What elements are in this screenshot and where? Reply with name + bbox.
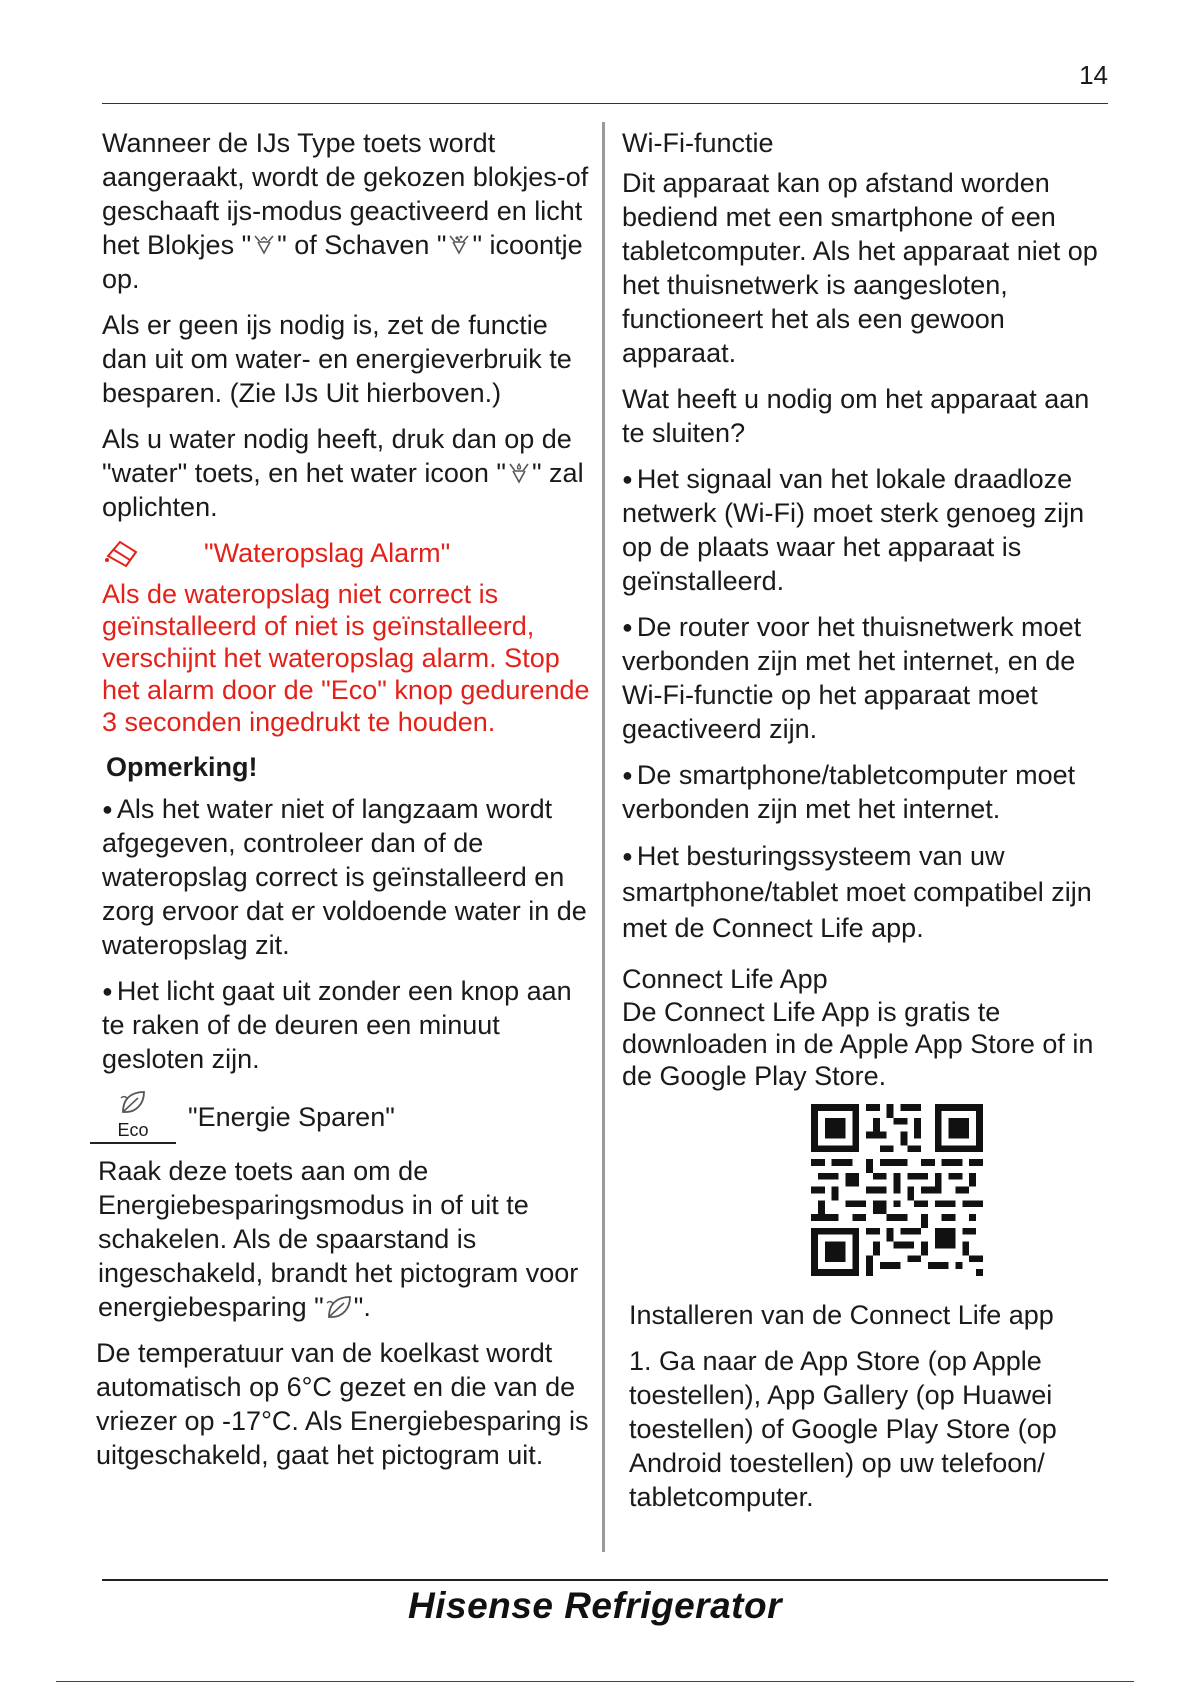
footer-rule: [56, 1681, 1134, 1682]
left-column: [96, 126, 592, 1484]
energy-saving-title: "Energie Sparen": [188, 1102, 395, 1132]
energy-saving-row: [90, 1088, 592, 1144]
footer-brand: Hisense Refrigerator: [408, 1585, 782, 1626]
note-item-light: ● Het licht gaat uit zonder een knop aan te raken of de deuren een minuut gesloten zijn.: [102, 974, 592, 1076]
wifi-title: Wi-Fi-functie: [622, 128, 774, 158]
connect-life-app-text: De Connect Life App is gratis te downloaden in de Apple App Store of in de Google Play Store.: [622, 997, 1094, 1091]
requirement-wifi-signal: ● Het signaal van het lokale draadloze netwerk (Wi-Fi) moet sterk genoeg zijn op de plaats waar het apparaat is geïnstalleerd.: [622, 462, 1112, 598]
bottom-rule: [102, 1579, 1108, 1581]
top-rule: [102, 103, 1108, 104]
eco-button-graphic: [90, 1088, 176, 1144]
page-number: 14: [1079, 60, 1108, 90]
water-storage-alarm-text: Als de wateropslag niet correct is geïnstalleerd of niet is geïnstalleerd, verschijnt het wateropslag alarm. Stop het alarm door de "Eco" knop gedurende 3 seconden ingedrukt te houden.: [102, 579, 590, 737]
install-title: Installeren van de Connect Life app: [629, 1300, 1054, 1330]
water-paragraph: Als u water nodig heeft, druk dan op de "water" toets, en het water icoon " " zal oplichten.: [102, 424, 584, 522]
qr-code[interactable]: [682, 1104, 1112, 1276]
energy-saving-icon: [324, 1293, 354, 1321]
requirement-os: ● Het besturingssysteem van uw smartphone/tablet moet compatibel zijn met de Connect Life app.: [622, 838, 1112, 946]
connect-life-app-title: Connect Life App: [622, 964, 828, 994]
requirement-router: ● De router voor het thuisnetwerk moet verbonden zijn met het internet, en de Wi-Fi-functie op het apparaat moet geactiveerd zijn.: [622, 610, 1112, 746]
leaf-icon: [118, 1088, 148, 1116]
water-storage-alarm-title: "Wateropslag Alarm": [204, 538, 451, 568]
note-title: Opmerking!: [106, 752, 258, 782]
water-tank-alarm-icon: [102, 538, 142, 568]
wifi-question: Wat heeft u nodig om het apparaat aan te sluiten?: [622, 384, 1090, 448]
right-column: [622, 126, 1112, 1526]
energy-saving-paragraph: Raak deze toets aan om de Energiebesparingsmodus in of uit te schakelen. Als de spaarstand is ingeschakeld, brandt het pictogram voor energiebesparing " ".: [98, 1156, 579, 1322]
water-storage-alarm-row: [102, 536, 592, 570]
note-item-water: ● Als het water niet of langzaam wordt afgegeven, controleer dan of de wateropslag correct is geïnstalleerd en zorg ervoor dat er voldoende water in de wateropslag zit.: [102, 792, 592, 962]
ice-type-paragraph: Wanneer de IJs Type toets wordt aangeraakt, wordt de gekozen blokjes-of geschaaft ijs-modus geactiveerd en licht het Blokjes " " of Schaven " " icoontje op.: [102, 128, 589, 294]
install-step-1: 1. Ga naar de App Store (op Apple toestellen), App Gallery (op Huawei toestellen) of Google Play Store (op Android toestellen) op uw telefoon/ tabletcomputer.: [629, 1346, 1057, 1512]
column-divider: [602, 122, 605, 1552]
wifi-paragraph: Dit apparaat kan op afstand worden bediend met een smartphone of een tabletcomputer. Als het apparaat niet op het thuisnetwerk is aangesloten, functioneert het als een gewoon apparaat.: [622, 168, 1098, 368]
ice-cube-icon: [251, 233, 277, 259]
crushed-ice-icon: [446, 233, 472, 259]
water-icon: [506, 461, 532, 487]
requirement-smartphone: ● De smartphone/tabletcomputer moet verbonden zijn met het internet.: [622, 758, 1112, 826]
eco-label: Eco: [117, 1120, 149, 1140]
temperature-paragraph: De temperatuur van de koelkast wordt automatisch op 6°C gezet en die van de vriezer op -17°C. Als Energiebesparing is uitgeschakeld, gaat het pictogram uit.: [96, 1338, 589, 1470]
ice-off-paragraph: Als er geen ijs nodig is, zet de functie dan uit om water- en energieverbruik te besparen. (Zie IJs Uit hierboven.): [102, 310, 572, 408]
